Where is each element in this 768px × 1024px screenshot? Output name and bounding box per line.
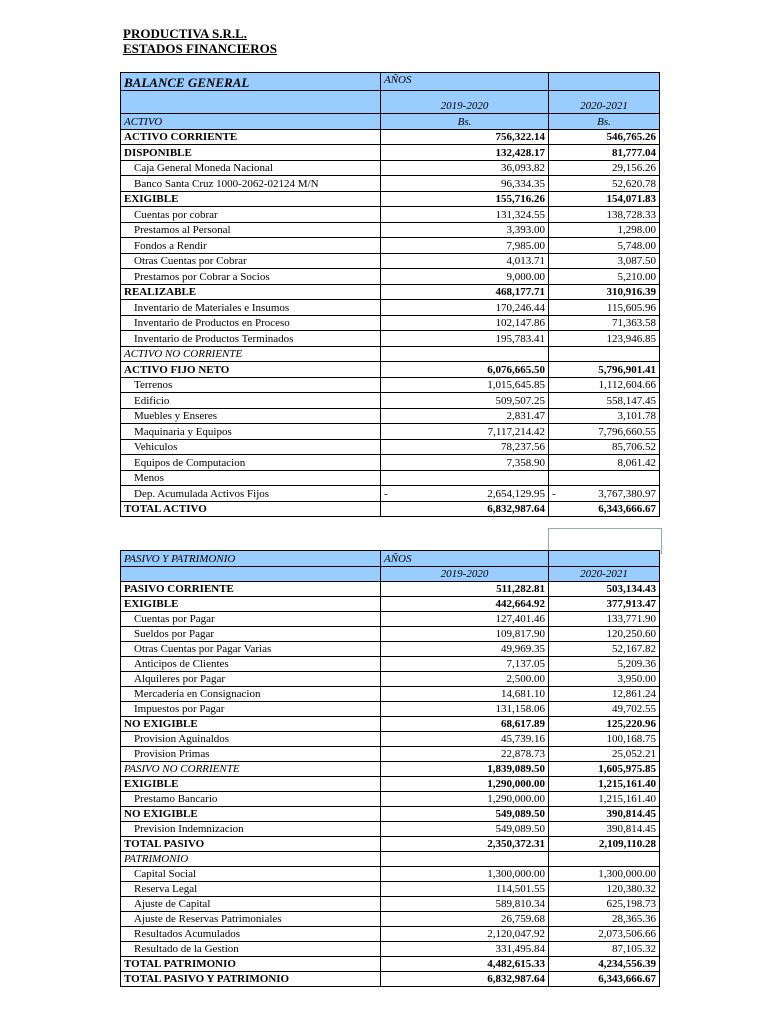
- row-label: Caja General Moneda Nacional: [121, 160, 381, 176]
- table-row: [121, 807, 660, 822]
- value-year2: 12,861.24: [549, 687, 660, 702]
- value-year2: 2,109,110.28: [549, 837, 660, 852]
- row-label: Cuentas por cobrar: [121, 207, 381, 223]
- value-year2: 625,198.73: [549, 897, 660, 912]
- value-year2: 133,771.90: [549, 612, 660, 627]
- table-row: [121, 470, 660, 486]
- table-row: [121, 777, 660, 792]
- balance-anios-blank: [549, 73, 660, 91]
- table-row: [121, 612, 660, 627]
- value-year1: 2,120,047.92: [381, 927, 549, 942]
- pasivo-title-row: [121, 551, 660, 567]
- value-year2: 1,300,000.00: [549, 867, 660, 882]
- pasivo-year2: 2020-2021: [549, 566, 660, 582]
- value-year1: [381, 486, 549, 502]
- balance-years-blank: [121, 91, 381, 114]
- table-row: [121, 732, 660, 747]
- value-year1: 4,013.71: [381, 253, 549, 269]
- value-year1: 131,158.06: [381, 702, 549, 717]
- value-year1: 109,817.90: [381, 627, 549, 642]
- value-text: 3,767,380.97: [598, 487, 656, 500]
- value-year2: 1,215,161.40: [549, 777, 660, 792]
- row-label: Reserva Legal: [121, 882, 381, 897]
- value-year1: 102,147.86: [381, 315, 549, 331]
- value-year2: 3,101.78: [549, 408, 660, 424]
- row-label: TOTAL PASIVO: [121, 837, 381, 852]
- value-year1: 7,358.90: [381, 455, 549, 471]
- value-year1: 1,015,645.85: [381, 377, 549, 393]
- value-year1: 7,985.00: [381, 238, 549, 254]
- table-row: [121, 852, 660, 867]
- value-year2: 115,605.96: [549, 300, 660, 316]
- table-row: [121, 792, 660, 807]
- value-year1: 7,117,214.42: [381, 424, 549, 440]
- value-year2: 52,620.78: [549, 176, 660, 192]
- row-label: Provision Aguinaldos: [121, 732, 381, 747]
- balance-body: [121, 73, 660, 517]
- document-header: [123, 26, 277, 56]
- value-year2: 100,168.75: [549, 732, 660, 747]
- value-year2: 123,946.85: [549, 331, 660, 347]
- value-year1: 331,495.84: [381, 942, 549, 957]
- value-year2: 29,156.26: [549, 160, 660, 176]
- row-label: Cuentas por Pagar: [121, 612, 381, 627]
- row-label: Menos: [121, 470, 381, 486]
- value-year1: 78,237.56: [381, 439, 549, 455]
- table-row: [121, 145, 660, 161]
- table-row: [121, 393, 660, 409]
- row-label: Provision Primas: [121, 747, 381, 762]
- value-text: 2,654,129.95: [487, 487, 545, 500]
- table-row: [121, 176, 660, 192]
- value-year1: 170,246.44: [381, 300, 549, 316]
- row-label: Otras Cuentas por Pagar Varias: [121, 642, 381, 657]
- row-label: Ajuste de Reservas Patrimoniales: [121, 912, 381, 927]
- table-row: [121, 160, 660, 176]
- value-year1: 195,783.41: [381, 331, 549, 347]
- pasivo-anios-blank: [549, 551, 660, 567]
- row-label: Prestamo Bancario: [121, 792, 381, 807]
- value-year2: 7,796,660.55: [549, 424, 660, 440]
- table-row: [121, 315, 660, 331]
- value-year2: 120,250.60: [549, 627, 660, 642]
- value-year2: 5,210.00: [549, 269, 660, 285]
- row-label: DISPONIBLE: [121, 145, 381, 161]
- table-row: [121, 269, 660, 285]
- row-label: ACTIVO CORRIENTE: [121, 129, 381, 145]
- table-row: [121, 972, 660, 987]
- value-year1: 68,617.89: [381, 717, 549, 732]
- row-label: Capital Social: [121, 867, 381, 882]
- table-row: [121, 582, 660, 597]
- table-row: [121, 672, 660, 687]
- row-label: Banco Santa Cruz 1000-2062-02124 M/N: [121, 176, 381, 192]
- balance-year2: 2020-2021: [549, 91, 660, 114]
- value-year2: 4,234,556.39: [549, 957, 660, 972]
- value-year1: 468,177.71: [381, 284, 549, 300]
- value-year2: 6,343,666.67: [549, 972, 660, 987]
- table-row: [121, 822, 660, 837]
- value-year2: 1,215,161.40: [549, 792, 660, 807]
- value-year2: 1,605,975.85: [549, 762, 660, 777]
- value-year2: 52,167.82: [549, 642, 660, 657]
- table-row: [121, 627, 660, 642]
- value-year1: [381, 346, 549, 362]
- value-year2: 6,343,666.67: [549, 501, 660, 517]
- row-label: Inventario de Productos Terminados: [121, 331, 381, 347]
- table-row: [121, 331, 660, 347]
- value-year1: 549,089.50: [381, 822, 549, 837]
- value-year1: 22,878.73: [381, 747, 549, 762]
- currency-2: Bs.: [549, 114, 660, 130]
- row-label: Vehiculos: [121, 439, 381, 455]
- pasivo-year1: 2019-2020: [381, 566, 549, 582]
- value-year2: [549, 486, 660, 502]
- value-year1: 442,664.92: [381, 597, 549, 612]
- table-row: [121, 207, 660, 223]
- value-year1: 2,831.47: [381, 408, 549, 424]
- value-year2: 1,298.00: [549, 222, 660, 238]
- table-row: [121, 408, 660, 424]
- row-label: Mercaderia en Consignacion: [121, 687, 381, 702]
- currency-1: Bs.: [381, 114, 549, 130]
- table-row: [121, 253, 660, 269]
- balance-title: BALANCE GENERAL: [121, 73, 381, 91]
- value-year2: 3,087.50: [549, 253, 660, 269]
- row-label: Anticipos de Clientes: [121, 657, 381, 672]
- row-label: Impuestos por Pagar: [121, 702, 381, 717]
- value-year1: 114,501.55: [381, 882, 549, 897]
- value-year1: 1,839,089.50: [381, 762, 549, 777]
- row-label: Equipos de Computacion: [121, 455, 381, 471]
- row-label: EXIGIBLE: [121, 597, 381, 612]
- value-year1: 7,137.05: [381, 657, 549, 672]
- value-year1: [381, 470, 549, 486]
- balance-title-row: [121, 73, 660, 91]
- table-row: [121, 362, 660, 378]
- value-year2: 377,913.47: [549, 597, 660, 612]
- row-label: Muebles y Enseres: [121, 408, 381, 424]
- value-year2: 2,073,506.66: [549, 927, 660, 942]
- table-row: [121, 238, 660, 254]
- value-year1: 14,681.10: [381, 687, 549, 702]
- pasivo-anios-label: AÑOS: [381, 551, 549, 567]
- table-row: [121, 717, 660, 732]
- table-row: [121, 897, 660, 912]
- negative-value: [384, 487, 545, 501]
- value-year2: 120,380.32: [549, 882, 660, 897]
- value-year2: 5,209.36: [549, 657, 660, 672]
- value-year1: [381, 852, 549, 867]
- value-year2: 3,950.00: [549, 672, 660, 687]
- balance-year1: 2019-2020: [381, 91, 549, 114]
- value-year1: 2,350,372.31: [381, 837, 549, 852]
- row-label: TOTAL PATRIMONIO: [121, 957, 381, 972]
- activo-label: ACTIVO: [121, 114, 381, 130]
- value-year1: 6,832,987.64: [381, 972, 549, 987]
- table-row: [121, 222, 660, 238]
- row-label: ACTIVO FIJO NETO: [121, 362, 381, 378]
- table-row: [121, 455, 660, 471]
- row-label: EXIGIBLE: [121, 777, 381, 792]
- row-label: Alquileres por Pagar: [121, 672, 381, 687]
- table-row: [121, 942, 660, 957]
- table-row: [121, 284, 660, 300]
- table-row: [121, 747, 660, 762]
- row-label: Prestamos por Cobrar a Socios: [121, 269, 381, 285]
- value-year1: 36,093.82: [381, 160, 549, 176]
- value-year2: 154,071.83: [549, 191, 660, 207]
- row-label: NO EXIGIBLE: [121, 807, 381, 822]
- row-label: Fondos a Rendir: [121, 238, 381, 254]
- row-label: PATRIMONIO: [121, 852, 381, 867]
- minus-sign: -: [552, 487, 556, 500]
- table-row: [121, 129, 660, 145]
- balance-activo-row: [121, 114, 660, 130]
- row-label: NO EXIGIBLE: [121, 717, 381, 732]
- value-year2: 546,765.26: [549, 129, 660, 145]
- value-year2: 1,112,604.66: [549, 377, 660, 393]
- value-year1: 2,500.00: [381, 672, 549, 687]
- value-year1: 549,089.50: [381, 807, 549, 822]
- table-row: [121, 642, 660, 657]
- value-year2: 558,147.45: [549, 393, 660, 409]
- value-year2: 390,814.45: [549, 807, 660, 822]
- table-row: [121, 191, 660, 207]
- value-year1: 26,759.68: [381, 912, 549, 927]
- value-year1: 49,969.35: [381, 642, 549, 657]
- row-label: PASIVO CORRIENTE: [121, 582, 381, 597]
- row-label: TOTAL PASIVO Y PATRIMONIO: [121, 972, 381, 987]
- value-year1: 756,322.14: [381, 129, 549, 145]
- value-year1: 155,716.26: [381, 191, 549, 207]
- balance-general-table: [120, 72, 660, 517]
- minus-sign: -: [384, 487, 388, 500]
- row-label: Resultados Acumulados: [121, 927, 381, 942]
- value-year2: 28,365.36: [549, 912, 660, 927]
- row-label: Dep. Acumulada Activos Fijos: [121, 486, 381, 502]
- value-year1: 589,810.34: [381, 897, 549, 912]
- row-label: PASIVO NO CORRIENTE: [121, 762, 381, 777]
- table-row: [121, 912, 660, 927]
- row-label: Sueldos por Pagar: [121, 627, 381, 642]
- row-label: Otras Cuentas por Cobrar: [121, 253, 381, 269]
- row-label: REALIZABLE: [121, 284, 381, 300]
- document-subtitle: ESTADOS FINANCIEROS: [123, 41, 277, 56]
- table-row: [121, 687, 660, 702]
- row-label: Inventario de Materiales e Insumos: [121, 300, 381, 316]
- value-year1: 3,393.00: [381, 222, 549, 238]
- value-year1: 6,832,987.64: [381, 501, 549, 517]
- table-row: [121, 597, 660, 612]
- row-label: TOTAL ACTIVO: [121, 501, 381, 517]
- value-year1: 131,324.55: [381, 207, 549, 223]
- pasivo-patrimonio-table: [120, 550, 660, 987]
- row-label: Prevision Indemnizacion: [121, 822, 381, 837]
- value-year1: 1,290,000.00: [381, 777, 549, 792]
- pasivo-years-blank: [121, 566, 381, 582]
- balance-anios-label: AÑOS: [381, 73, 549, 91]
- value-year1: 4,482,615.33: [381, 957, 549, 972]
- table-row: [121, 501, 660, 517]
- value-year2: 8,061.42: [549, 455, 660, 471]
- table-row: [121, 837, 660, 852]
- pasivo-title: PASIVO Y PATRIMONIO: [121, 551, 381, 567]
- row-label: Terrenos: [121, 377, 381, 393]
- table-row: [121, 657, 660, 672]
- value-year1: 127,401.46: [381, 612, 549, 627]
- table-row: [121, 377, 660, 393]
- negative-value: [552, 487, 656, 501]
- value-year2: 138,728.33: [549, 207, 660, 223]
- value-year1: 96,334.35: [381, 176, 549, 192]
- value-year2: 5,796,901.41: [549, 362, 660, 378]
- value-year2: 49,702.55: [549, 702, 660, 717]
- row-label: Prestamos al Personal: [121, 222, 381, 238]
- row-label: Inventario de Productos en Proceso: [121, 315, 381, 331]
- table-row: [121, 346, 660, 362]
- value-year2: 85,706.52: [549, 439, 660, 455]
- value-year1: 1,300,000.00: [381, 867, 549, 882]
- row-label: Ajuste de Capital: [121, 897, 381, 912]
- table-row: [121, 439, 660, 455]
- table-row: [121, 424, 660, 440]
- value-year2: 125,220.96: [549, 717, 660, 732]
- value-year1: 1,290,000.00: [381, 792, 549, 807]
- row-label: Resultado de la Gestion: [121, 942, 381, 957]
- value-year1: 511,282.81: [381, 582, 549, 597]
- value-year2: 5,748.00: [549, 238, 660, 254]
- value-year2: 390,814.45: [549, 822, 660, 837]
- pasivo-years-row: [121, 566, 660, 582]
- table-row: [121, 882, 660, 897]
- row-label: Edificio: [121, 393, 381, 409]
- row-label: Maquinaria y Equipos: [121, 424, 381, 440]
- value-year1: 9,000.00: [381, 269, 549, 285]
- value-year2: [549, 346, 660, 362]
- row-label: EXIGIBLE: [121, 191, 381, 207]
- value-year2: 87,105.32: [549, 942, 660, 957]
- table-row: [121, 867, 660, 882]
- table-row: [121, 486, 660, 502]
- pasivo-body: [121, 551, 660, 987]
- value-year1: 132,428.17: [381, 145, 549, 161]
- table-row: [121, 762, 660, 777]
- row-label: ACTIVO NO CORRIENTE: [121, 346, 381, 362]
- table-row: [121, 702, 660, 717]
- value-year2: [549, 470, 660, 486]
- value-year1: 6,076,665.50: [381, 362, 549, 378]
- value-year2: 310,916.39: [549, 284, 660, 300]
- value-year2: 503,134.43: [549, 582, 660, 597]
- value-year1: 45,739.16: [381, 732, 549, 747]
- value-year1: 509,507.25: [381, 393, 549, 409]
- table-row: [121, 300, 660, 316]
- value-year2: 25,052.21: [549, 747, 660, 762]
- company-name: PRODUCTIVA S.R.L.: [123, 26, 248, 41]
- balance-years-row: [121, 91, 660, 114]
- value-year2: 71,363.58: [549, 315, 660, 331]
- table-row: [121, 927, 660, 942]
- table-row: [121, 957, 660, 972]
- value-year2: [549, 852, 660, 867]
- value-year2: 81,777.04: [549, 145, 660, 161]
